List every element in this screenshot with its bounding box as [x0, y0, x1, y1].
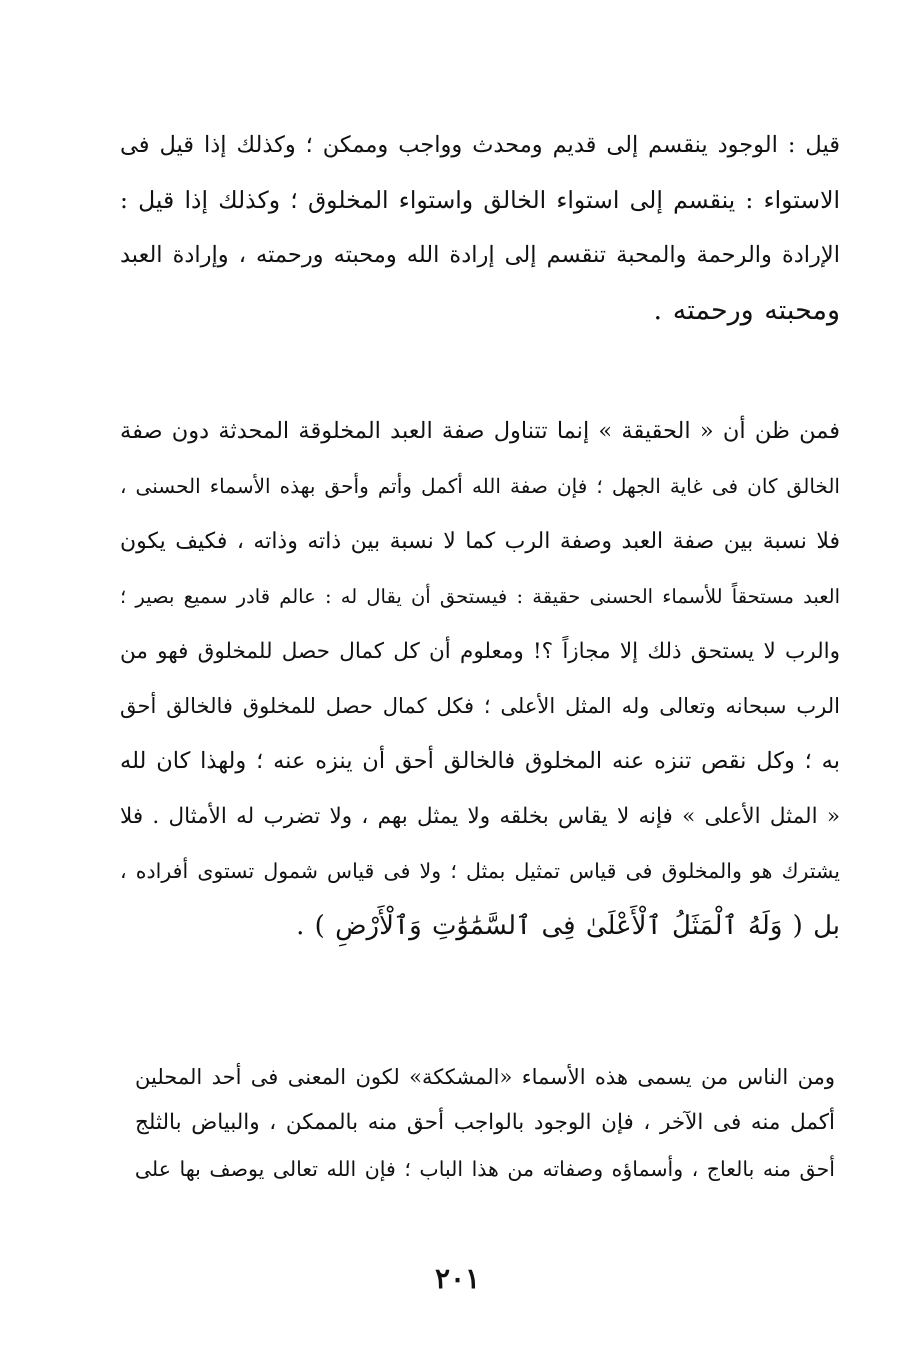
paragraph-line: قيل : الوجود ينقسم إلى قديم ومحدث وواجب وممكن ؛ وكذلك إذا قيل فى: [120, 132, 840, 158]
paragraph-line: يشترك هو والمخلوق فى قياس تمثيل بمثل ؛ ولا فى قياس شمول تستوى أفراده ،: [120, 859, 840, 883]
paragraph-2: [120, 404, 840, 954]
quran-verse-line: بل ( وَلَهُ ٱلْمَثَلُ ٱلْأَعْلَىٰ فِى ٱلسَّمَٰوَٰتِ وَٱلْأَرْضِ ) .: [296, 911, 840, 941]
paragraph-line: ومحبته ورحمته .: [653, 295, 840, 326]
paragraph-1: [120, 118, 840, 338]
paragraph-line: به ؛ وكل نقص تنزه عنه المخلوق فالخالق أحق أن ينزه عنه ؛ ولهذا كان لله: [120, 748, 840, 774]
paragraph-line: ومن الناس من يسمى هذه الأسماء «المشككة» لكون المعنى فى أحد المحلين: [135, 1065, 835, 1089]
paragraph-line: الإرادة والرحمة والمحبة تنقسم إلى إرادة الله ومحبته ورحمته ، وإرادة العبد: [120, 242, 840, 268]
paragraph-line: الرب سبحانه وتعالى وله المثل الأعلى ؛ فكل كمال حصل للمخلوق فالخالق أحق: [120, 694, 840, 718]
paragraph-line: والرب لا يستحق ذلك إلا مجازاً ؟! ومعلوم أن كل كمال حصل للمخلوق فهو من: [120, 639, 840, 664]
page-number: ٢٠١: [434, 1262, 481, 1295]
paragraph-line: أكمل منه فى الآخر ، فإن الوجود بالواجب أحق منه بالممكن ، والبياض بالثلج: [135, 1110, 835, 1135]
paragraph-3: [135, 1054, 835, 1192]
paragraph-line: فمن ظن أن « الحقيقة » إنما تتناول صفة العبد المخلوقة المحدثة دون صفة: [120, 418, 840, 444]
paragraph-line: أحق منه بالعاج ، وأسماؤه وصفاته من هذا الباب ؛ فإن الله تعالى يوصف بها على: [135, 1157, 835, 1181]
paragraph-line: فلا نسبة بين صفة العبد وصفة الرب كما لا نسبة بين ذاته وذاته ، فكيف يكون: [120, 529, 840, 554]
paragraph-line: الاستواء : ينقسم إلى استواء الخالق واستواء المخلوق ؛ وكذلك إذا قيل :: [120, 186, 840, 214]
paragraph-line: « المثل الأعلى » فإنه لا يقاس بخلقه ولا يمثل بهم ، ولا تضرب له الأمثال . فلا: [120, 804, 840, 829]
paragraph-line: العبد مستحقاً للأسماء الحسنى حقيقة : فيستحق أن يقال له : عالم قادر سميع بصير ؛: [120, 585, 840, 608]
paragraph-line: الخالق كان فى غاية الجهل ؛ فإن صفة الله أكمل وأتم وأحق بهذه الأسماء الحسنى ،: [120, 474, 840, 498]
